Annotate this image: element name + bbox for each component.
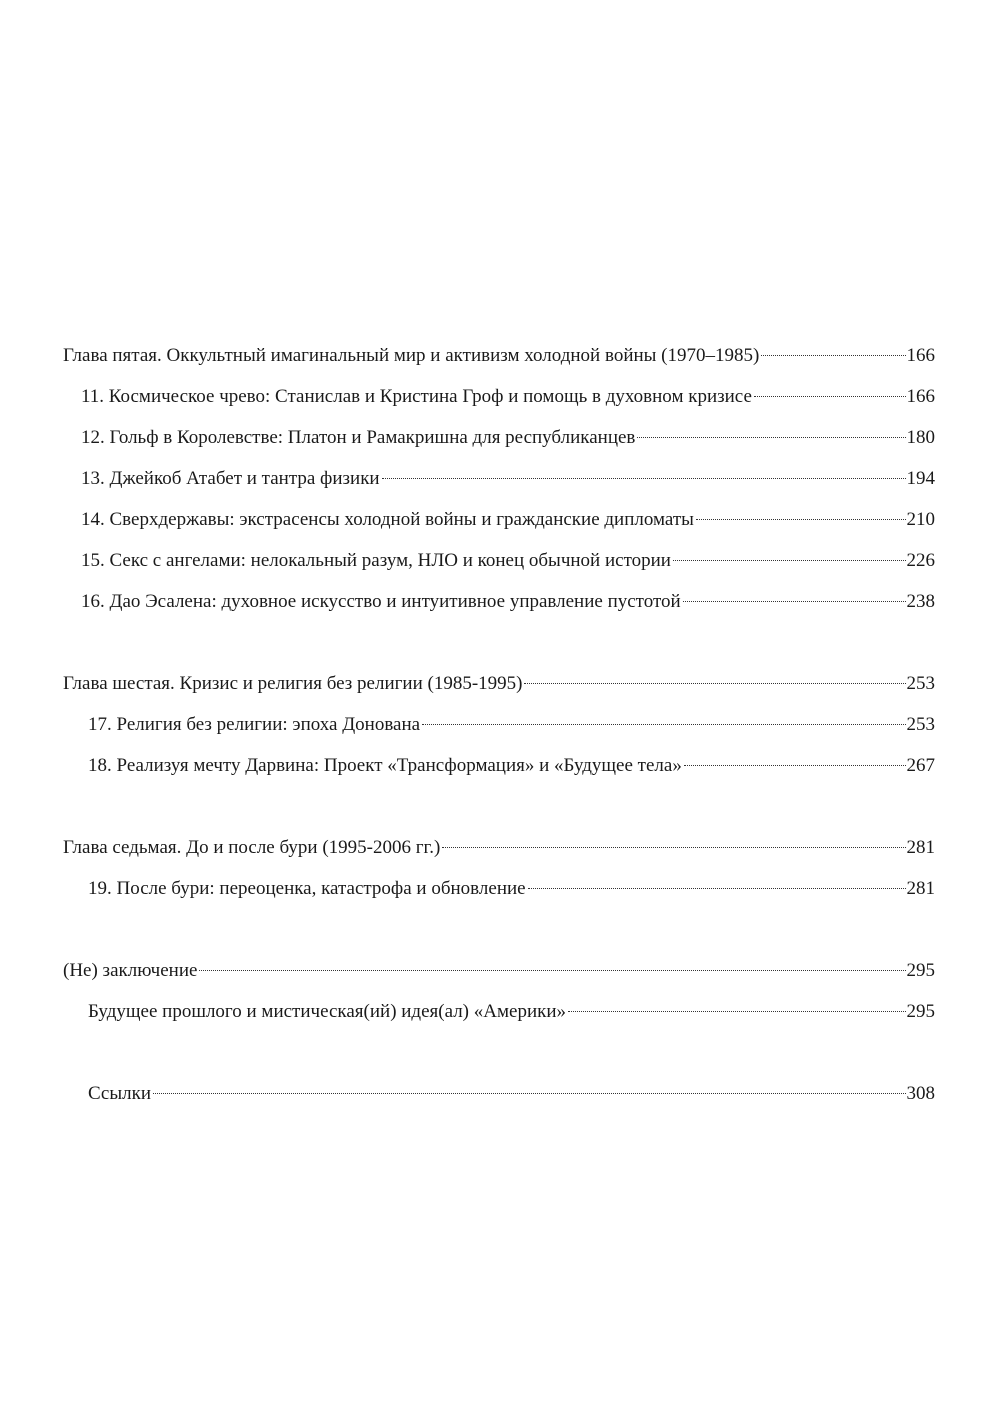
dot-leader xyxy=(696,519,906,520)
toc-section-18[interactable] xyxy=(63,751,935,781)
toc-entry-title: Глава седьмая. До и после бури (1995-2006 гг.) xyxy=(63,837,441,858)
toc-entry-page: 166 xyxy=(906,345,935,366)
dot-leader xyxy=(382,478,906,479)
dot-leader xyxy=(673,560,906,561)
toc-entry-title: Ссылки xyxy=(88,1083,151,1104)
dot-leader xyxy=(528,888,906,889)
toc-section-19[interactable] xyxy=(63,874,935,904)
toc-entry-page: 308 xyxy=(906,1083,935,1104)
toc-chapter-6[interactable] xyxy=(63,669,935,699)
table-of-contents xyxy=(63,341,935,1120)
toc-entry-page: 238 xyxy=(906,591,935,612)
toc-entry-page: 194 xyxy=(906,468,935,489)
toc-entry-title: Будущее прошлого и мистическая(ий) идея(ал) «Америки» xyxy=(88,1001,567,1022)
toc-entry-page: 253 xyxy=(906,714,935,735)
dot-leader xyxy=(422,724,905,725)
toc-entry-page: 281 xyxy=(906,837,935,858)
dot-leader xyxy=(684,765,906,766)
toc-conclusion[interactable] xyxy=(63,956,935,986)
dot-leader xyxy=(754,396,906,397)
dot-leader xyxy=(199,970,905,971)
toc-entry-page: 253 xyxy=(906,673,935,694)
toc-section-15[interactable] xyxy=(63,546,935,576)
toc-references[interactable] xyxy=(63,1079,935,1109)
toc-chapter-7[interactable] xyxy=(63,833,935,863)
dot-leader xyxy=(683,601,906,602)
toc-entry-page: 226 xyxy=(906,550,935,571)
toc-entry-page: 166 xyxy=(906,386,935,407)
toc-entry-page: 295 xyxy=(906,1001,935,1022)
toc-entry-title: 18. Реализуя мечту Дарвина: Проект «Трансформация» и «Будущее тела» xyxy=(88,755,682,776)
dot-leader xyxy=(153,1093,906,1094)
toc-section-14[interactable] xyxy=(63,505,935,535)
toc-section-13[interactable] xyxy=(63,464,935,494)
toc-entry-title: Глава шестая. Кризис и религия без религии (1985-1995) xyxy=(63,673,523,694)
toc-section-17[interactable] xyxy=(63,710,935,740)
toc-entry-title: 15. Секс с ангелами: нелокальный разум, НЛО и конец обычной истории xyxy=(81,550,671,571)
dot-leader xyxy=(568,1011,905,1012)
dot-leader xyxy=(524,683,905,684)
dot-leader xyxy=(637,437,905,438)
toc-conclusion-section[interactable] xyxy=(63,997,935,1027)
toc-entry-title: Глава пятая. Оккультный имагинальный мир и активизм холодной войны (1970–1985) xyxy=(63,345,760,366)
toc-entry-title: 13. Джейкоб Атабет и тантра физики xyxy=(81,468,380,489)
toc-entry-page: 295 xyxy=(906,960,935,981)
toc-chapter-5[interactable] xyxy=(63,341,935,371)
toc-entry-title: 12. Гольф в Королевстве: Платон и Рамакришна для республиканцев xyxy=(81,427,636,448)
toc-entry-page: 210 xyxy=(906,509,935,530)
toc-entry-title: 16. Дао Эсалена: духовное искусство и интуитивное управление пустотой xyxy=(81,591,681,612)
toc-entry-page: 281 xyxy=(906,878,935,899)
toc-section-16[interactable] xyxy=(63,587,935,617)
toc-entry-title: 11. Космическое чрево: Станислав и Кристина Гроф и помощь в духовном кризисе xyxy=(81,386,752,407)
dot-leader xyxy=(442,847,905,848)
toc-section-12[interactable] xyxy=(63,423,935,453)
toc-entry-title: 14. Сверхдержавы: экстрасенсы холодной войны и гражданские дипломаты xyxy=(81,509,694,530)
toc-entry-title: (Не) заключение xyxy=(63,960,198,981)
toc-section-11[interactable] xyxy=(63,382,935,412)
toc-entry-page: 180 xyxy=(906,427,935,448)
toc-entry-title: 17. Религия без религии: эпоха Донована xyxy=(88,714,421,735)
dot-leader xyxy=(761,355,905,356)
toc-entry-title: 19. После бури: переоценка, катастрофа и обновление xyxy=(88,878,526,899)
toc-entry-page: 267 xyxy=(906,755,935,776)
